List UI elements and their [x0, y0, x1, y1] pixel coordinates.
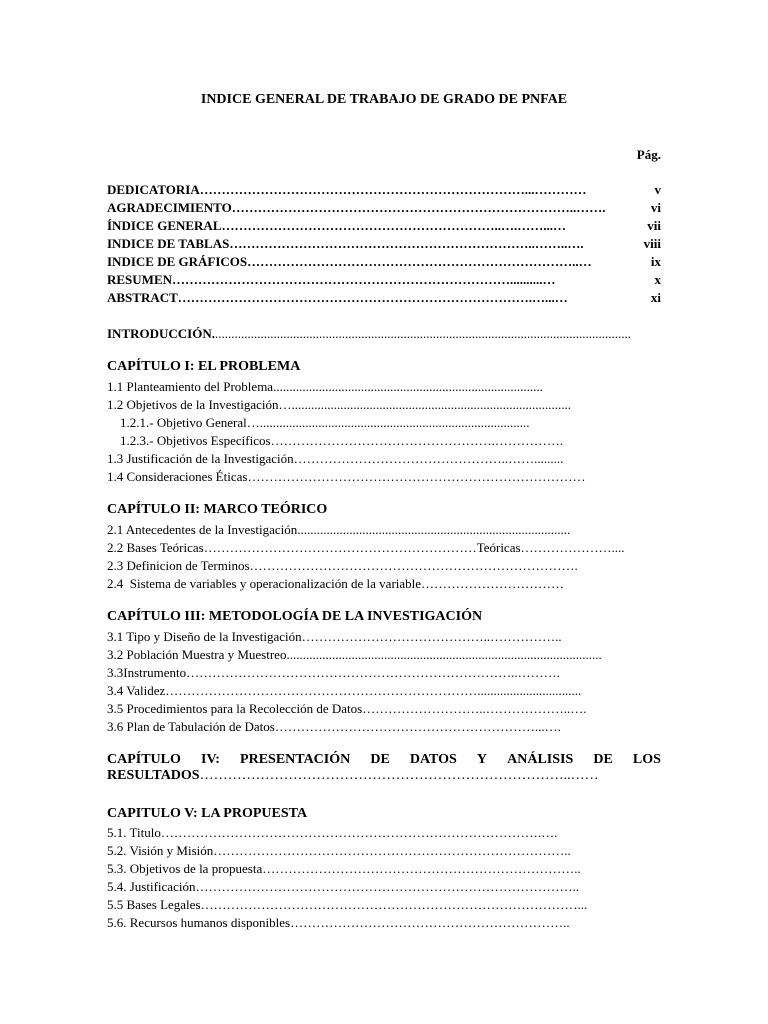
chapter-4-word: Y [476, 752, 488, 767]
chapter-4-dots: ……………………………………………………………………..…… [199, 768, 599, 783]
toc-entry-3-4: 3.4 Validez………………………………………………………………................................ [107, 683, 582, 698]
toc-entry-5-4: 5.4. Justificación…………………………………………………………………………….. [107, 879, 579, 894]
toc-entry-3-6: 3.6 Plan de Tabulación de Datos……………………………………………………...…. [107, 719, 561, 734]
chapter-4-line2: RESULTADOS [107, 768, 200, 783]
toc-entry-2-4: 2.4 Sistema de variables y operacionalización de la variable…………………………… [107, 576, 565, 591]
toc-entry-3-2: 3.2 Población Muestra y Muestreo................................................................................................. [107, 647, 602, 662]
chapter-4-word: IV: [201, 752, 220, 767]
chapter-1-heading: CAPÍTULO I: EL PROBLEMA [107, 359, 301, 374]
chapter-4-word: CAPÍTULO [107, 752, 181, 767]
toc-entry-3-5: 3.5 Procedimientos para la Recolección de Datos………………………..………………..…. [107, 701, 587, 716]
toc-entry-dedicatoria: DEDICATORIA…………………………………………………………………...………… v [107, 182, 661, 197]
toc-entry-5-2: 5.2. Visión y Misión……………………………………………………………………….. [107, 843, 571, 858]
document-title: INDICE GENERAL DE TRABAJO DE GRADO DE PNFAE [200, 92, 568, 107]
chapter-4-heading [107, 752, 661, 784]
toc-entry-1-2: 1.2 Objetivos de la Investigación…...................................................................................... [107, 397, 571, 412]
chapter-4-word: PRESENTACIÓN [240, 752, 351, 767]
toc-entry-5-3: 5.3. Objetivos de la propuesta……………………………………………………………….. [107, 861, 581, 876]
chapter-4-word: DE [370, 752, 390, 767]
chapter-4-word: ANÁLISIS [507, 752, 574, 767]
toc-entry-1-4: 1.4 Consideraciones Éticas…………………………………………………………………… [107, 469, 586, 484]
toc-entry-3-3: 3.3Instrumento…………………………………………………………………..………. [107, 665, 560, 680]
toc-entry-2-1: 2.1 Antecedentes de la Investigación.................................................................................... [107, 522, 571, 537]
toc-entry-resumen: RESUMEN……………………………………………………………………..........… x [107, 272, 661, 287]
toc-entry-2-2: 2.2 Bases Teóricas………………………………………………………Teóricas………………….... [107, 540, 625, 555]
toc-entry-introduccion: INTRODUCCIÓN................................................................................................................................. [107, 326, 631, 341]
chapter-5-heading: CAPITULO V: LA PROPUESTA [107, 806, 308, 821]
toc-entry-abstract: ABSTRACT……………………………………………………………………….…...… xi [107, 290, 661, 305]
chapter-4-word: LOS [632, 752, 661, 767]
chapter-2-heading: CAPÍTULO II: MARCO TEÓRICO [107, 502, 328, 517]
toc-entry-5-6: 5.6. Recursos humanos disponibles……………………………………………………….. [107, 915, 570, 930]
toc-entry-5-1: 5.1. Titulo…………………………………………………………………………….…. [107, 825, 558, 840]
toc-entry-1-3: 1.3 Justificación de la Investigación…………………………………………..……......... [107, 451, 564, 466]
chapter-4-word: DE [593, 752, 613, 767]
toc-entry-1-2-3: 1.2.3.- Objetivos Específicos…………………………………………….……………. [107, 433, 564, 448]
chapter-3-heading: CAPÍTULO III: METODOLOGÍA DE LA INVESTIGACIÓN [107, 609, 483, 624]
page-column-label: Pág. [636, 147, 661, 162]
chapter-4-word: DATOS [409, 752, 457, 767]
toc-entry-indice-tablas: INDICE DE TABLAS……………………………………………………………..……..…. viii [107, 236, 661, 251]
toc-entry-5-5: 5.5 Bases Legales……………………………………………………………………………... [107, 897, 588, 912]
toc-entry-1-2-1: 1.2.1.- Objetivo General…................................................................................... [107, 415, 530, 430]
toc-entry-3-1: 3.1 Tipo y Diseño de la Investigación……………………………………..…………….. [107, 629, 562, 644]
toc-entry-1-1: 1.1 Planteamiento del Problema................................................................................... [107, 379, 543, 394]
toc-entry-2-3: 2.3 Definicion de Terminos…………………………………………………………………. [107, 558, 578, 573]
toc-entry-agradecimiento: AGRADECIMIENTO……………………………………………………………………..……. vi [107, 200, 661, 215]
toc-entry-indice-graficos: INDICE DE GRÁFICOS…………………………………………………………………..… ix [107, 254, 661, 269]
toc-entry-indice-general: ÍNDICE GENERAL………………………………………………………..….……...… vii [107, 218, 661, 233]
